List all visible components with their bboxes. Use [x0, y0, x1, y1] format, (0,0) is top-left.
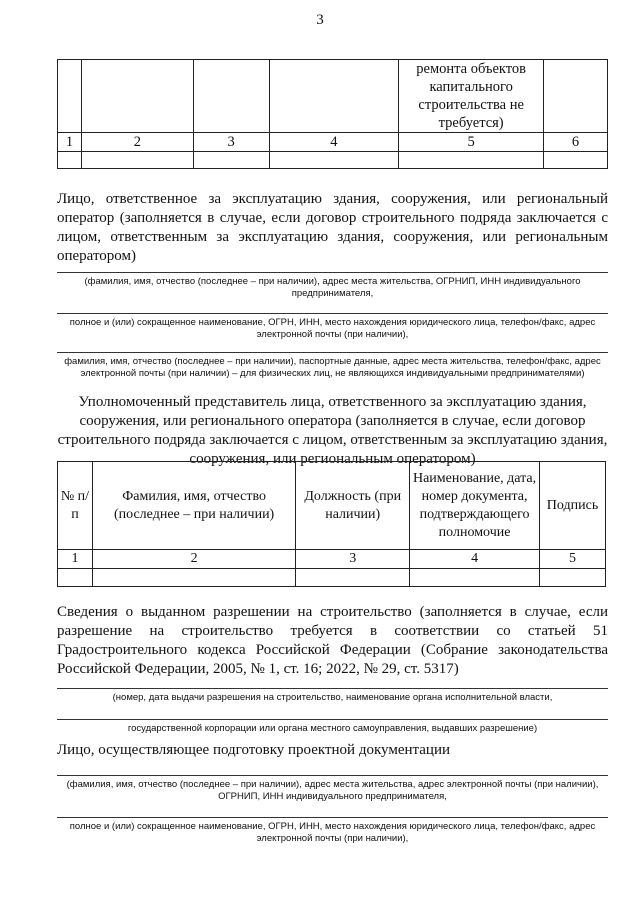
- page-number: 3: [316, 12, 324, 28]
- column-header: № п/п: [58, 462, 93, 550]
- fill-line: [57, 313, 608, 314]
- field-caption: полное и (или) сокращенное наименование, ОГРН, ИНН, место нахождения юридического лица, телефон/факс, адрес электронной почты (при наличии),: [69, 821, 596, 844]
- table-cell: [92, 569, 295, 587]
- column-header: Наименование, дата, номер документа, подтверждающего полномочие: [410, 462, 540, 550]
- table-cell: 4: [410, 550, 540, 569]
- table-cell: [540, 569, 606, 587]
- field-caption: (номер, дата выдачи разрешения на строительство, наименование органа исполнительной власти,: [112, 692, 553, 703]
- column-header: Подпись: [540, 462, 606, 550]
- table-cell: [81, 152, 193, 169]
- table-cell: [58, 569, 93, 587]
- fill-line: [57, 719, 608, 720]
- table-cell: 5: [399, 133, 544, 152]
- table-cell: 4: [269, 133, 399, 152]
- section-permit-text: Сведения о выданном разрешении на строительство (заполняется в случае, если разрешение на строительство требуется в соответствии со статьей 51 Градостроительного кодекса Российской Федерации (Собрание законодательства Российской Федерации, 2005, № 1, ст. 16; 2022, № 29, ст. 5317): [57, 604, 608, 677]
- representative-table: [57, 461, 606, 587]
- table-cell: 1: [58, 133, 82, 152]
- field-caption: (фамилия, имя, отчество (последнее – при наличии), адрес места жительства, ОГРНИП, ИНН индивидуального предпринимателя,: [84, 276, 581, 299]
- table-cell: [544, 152, 608, 169]
- table-cell: [399, 152, 544, 169]
- table-cell: [193, 60, 269, 133]
- fill-line: [57, 352, 608, 353]
- table-cell: 5: [540, 550, 606, 569]
- table-cell: [58, 152, 82, 169]
- field-caption: (фамилия, имя, отчество (последнее – при наличии), адрес места жительства, адрес электронной почты (при наличии), ОГРНИП, ИНН индивидуального предпринимателя,: [66, 779, 599, 802]
- table-cell: [544, 60, 608, 133]
- table-row: [58, 60, 608, 133]
- table-cell: [193, 152, 269, 169]
- section-representative-title: Уполномоченный представитель лица, ответственного за эксплуатацию здания, сооружения, или регионального оператора (заполняется в случае, если договор строительного подряда заключается с лицом, ответственным за эксплуатацию здания, сооружения, или региональным оператором): [57, 394, 608, 467]
- table-continuation: [57, 59, 608, 169]
- table-cell: 6: [544, 133, 608, 152]
- section-designer-title: Лицо, осуществляющее подготовку проектной документации: [57, 742, 451, 758]
- table-cell: [410, 569, 540, 587]
- column-header: Фамилия, имя, отчество (последнее – при наличии): [92, 462, 295, 550]
- table-cell: [58, 60, 82, 133]
- table-cell: 3: [193, 133, 269, 152]
- fill-line: [57, 775, 608, 776]
- field-caption: государственной корпорации или органа местного самоуправления, выдавших разрешение): [127, 723, 538, 734]
- fill-line: [57, 817, 608, 818]
- table-cell: [81, 60, 193, 133]
- table-cell: 2: [81, 133, 193, 152]
- table-cell: [269, 152, 399, 169]
- field-caption: полное и (или) сокращенное наименование, ОГРН, ИНН, место нахождения юридического лица, телефон/факс, адрес электронной почты (при наличии),: [69, 317, 596, 340]
- table-row: [58, 133, 608, 152]
- table-row: [58, 569, 606, 587]
- section-responsible-text: Лицо, ответственное за эксплуатацию здания, сооружения, или региональный оператор (заполняется в случае, если договор строительного подряда заключается с лицом, ответственным за эксплуатацию здания, сооружения, или региональным оператором): [57, 191, 608, 264]
- fill-line: [57, 272, 608, 273]
- table-cell: 2: [92, 550, 295, 569]
- table-header-row: [58, 462, 606, 550]
- field-caption: фамилия, имя, отчество (последнее – при наличии), паспортные данные, адрес места жительства, телефон/факс, адрес электронной почты (при наличии) – для физических лиц, не являющихся индивидуальными предпринимателями): [64, 356, 601, 379]
- table-cell: [269, 60, 399, 133]
- table-cell: [296, 569, 410, 587]
- column-header: Должность (при наличии): [296, 462, 410, 550]
- table-row: [58, 550, 606, 569]
- table-cell: 3: [296, 550, 410, 569]
- table-cell: ремонта объектов капитального строительства не требуется): [399, 60, 544, 133]
- fill-line: [57, 688, 608, 689]
- table-row: [58, 152, 608, 169]
- table-cell: 1: [58, 550, 93, 569]
